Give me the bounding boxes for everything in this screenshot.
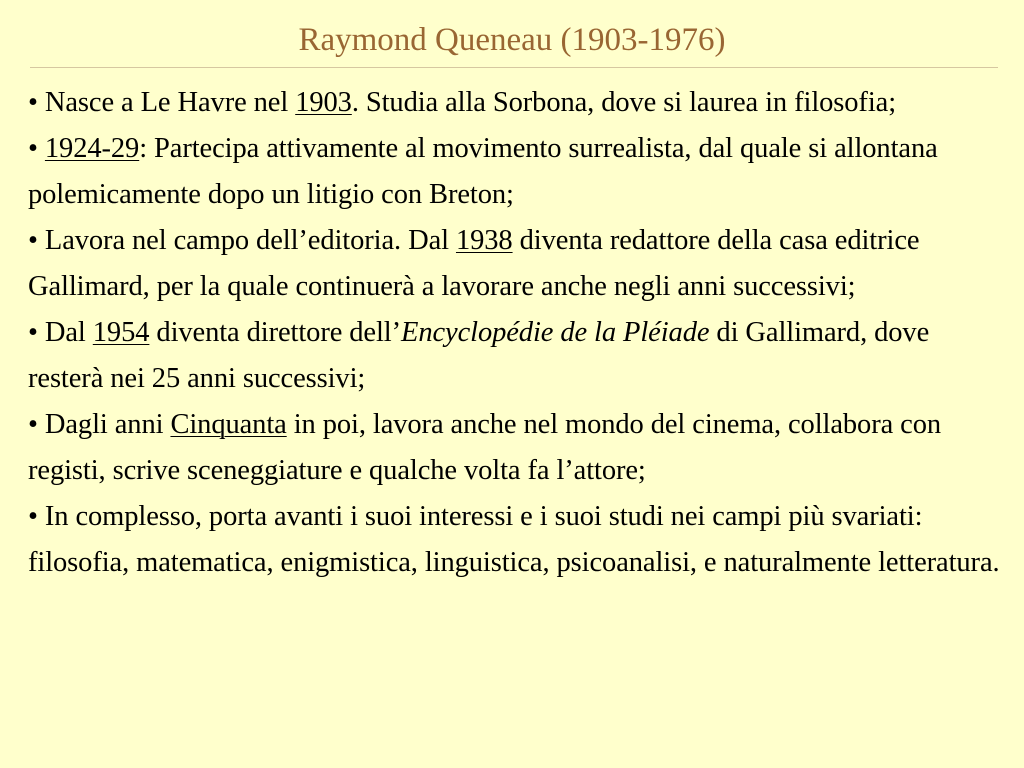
bullet-surrealism <box>28 126 1003 218</box>
bullet-text: diventa direttore dell’ <box>149 317 402 348</box>
bullet-text: • <box>28 133 45 164</box>
bullet-text: • Nasce a Le Havre nel <box>28 87 296 118</box>
bullet-text: di Gallimard, dove resterà nei 25 anni successivi; <box>28 317 930 394</box>
italic-work-title: Encyclopédie de la Pléiade <box>401 317 710 348</box>
bullet-text: • Dagli anni <box>28 409 171 440</box>
title-divider <box>30 67 998 68</box>
bullet-interests <box>28 494 1003 586</box>
bullet-text: diventa redattore della casa editrice Gallimard, per la quale continuerà a lavorare anche negli anni successivi; <box>28 225 920 302</box>
underlined-year: 1903 <box>295 87 352 118</box>
bullet-text: . Studia alla Sorbona, dove si laurea in filosofia; <box>351 87 897 118</box>
bullet-encyclopedia <box>28 310 1003 402</box>
bullet-text: : Partecipa attivamente al movimento surrealista, dal quale si allontana polemicamente dopo un litigio con Breton; <box>28 133 938 210</box>
underlined-year: 1938 <box>455 225 513 256</box>
underlined-decade: Cinquanta <box>170 409 287 440</box>
bullet-text: in poi, lavora anche nel mondo del cinema, collabora con registi, scrive sceneggiature e qualche volta fa l’attore; <box>28 409 942 486</box>
underlined-year: 1954 <box>92 317 150 348</box>
bullet-text: • In complesso, porta avanti i suoi interessi e i suoi studi nei campi più svariati: filosofia, matematica, enigmistica, linguistica, psicoanalisi, e naturalmente letteratura. <box>28 501 1000 578</box>
bullet-text: • Lavora nel campo dell’editoria. Dal <box>28 225 456 256</box>
bullet-publishing <box>28 218 1003 310</box>
bullet-text: • Dal <box>28 317 93 348</box>
bullet-cinema <box>28 402 1003 494</box>
underlined-year: 1924-29 <box>44 133 140 164</box>
slide-title: Raymond Queneau (1903-1976) <box>298 22 726 58</box>
bullet-list <box>28 80 1003 586</box>
bullet-birth <box>28 80 1003 126</box>
